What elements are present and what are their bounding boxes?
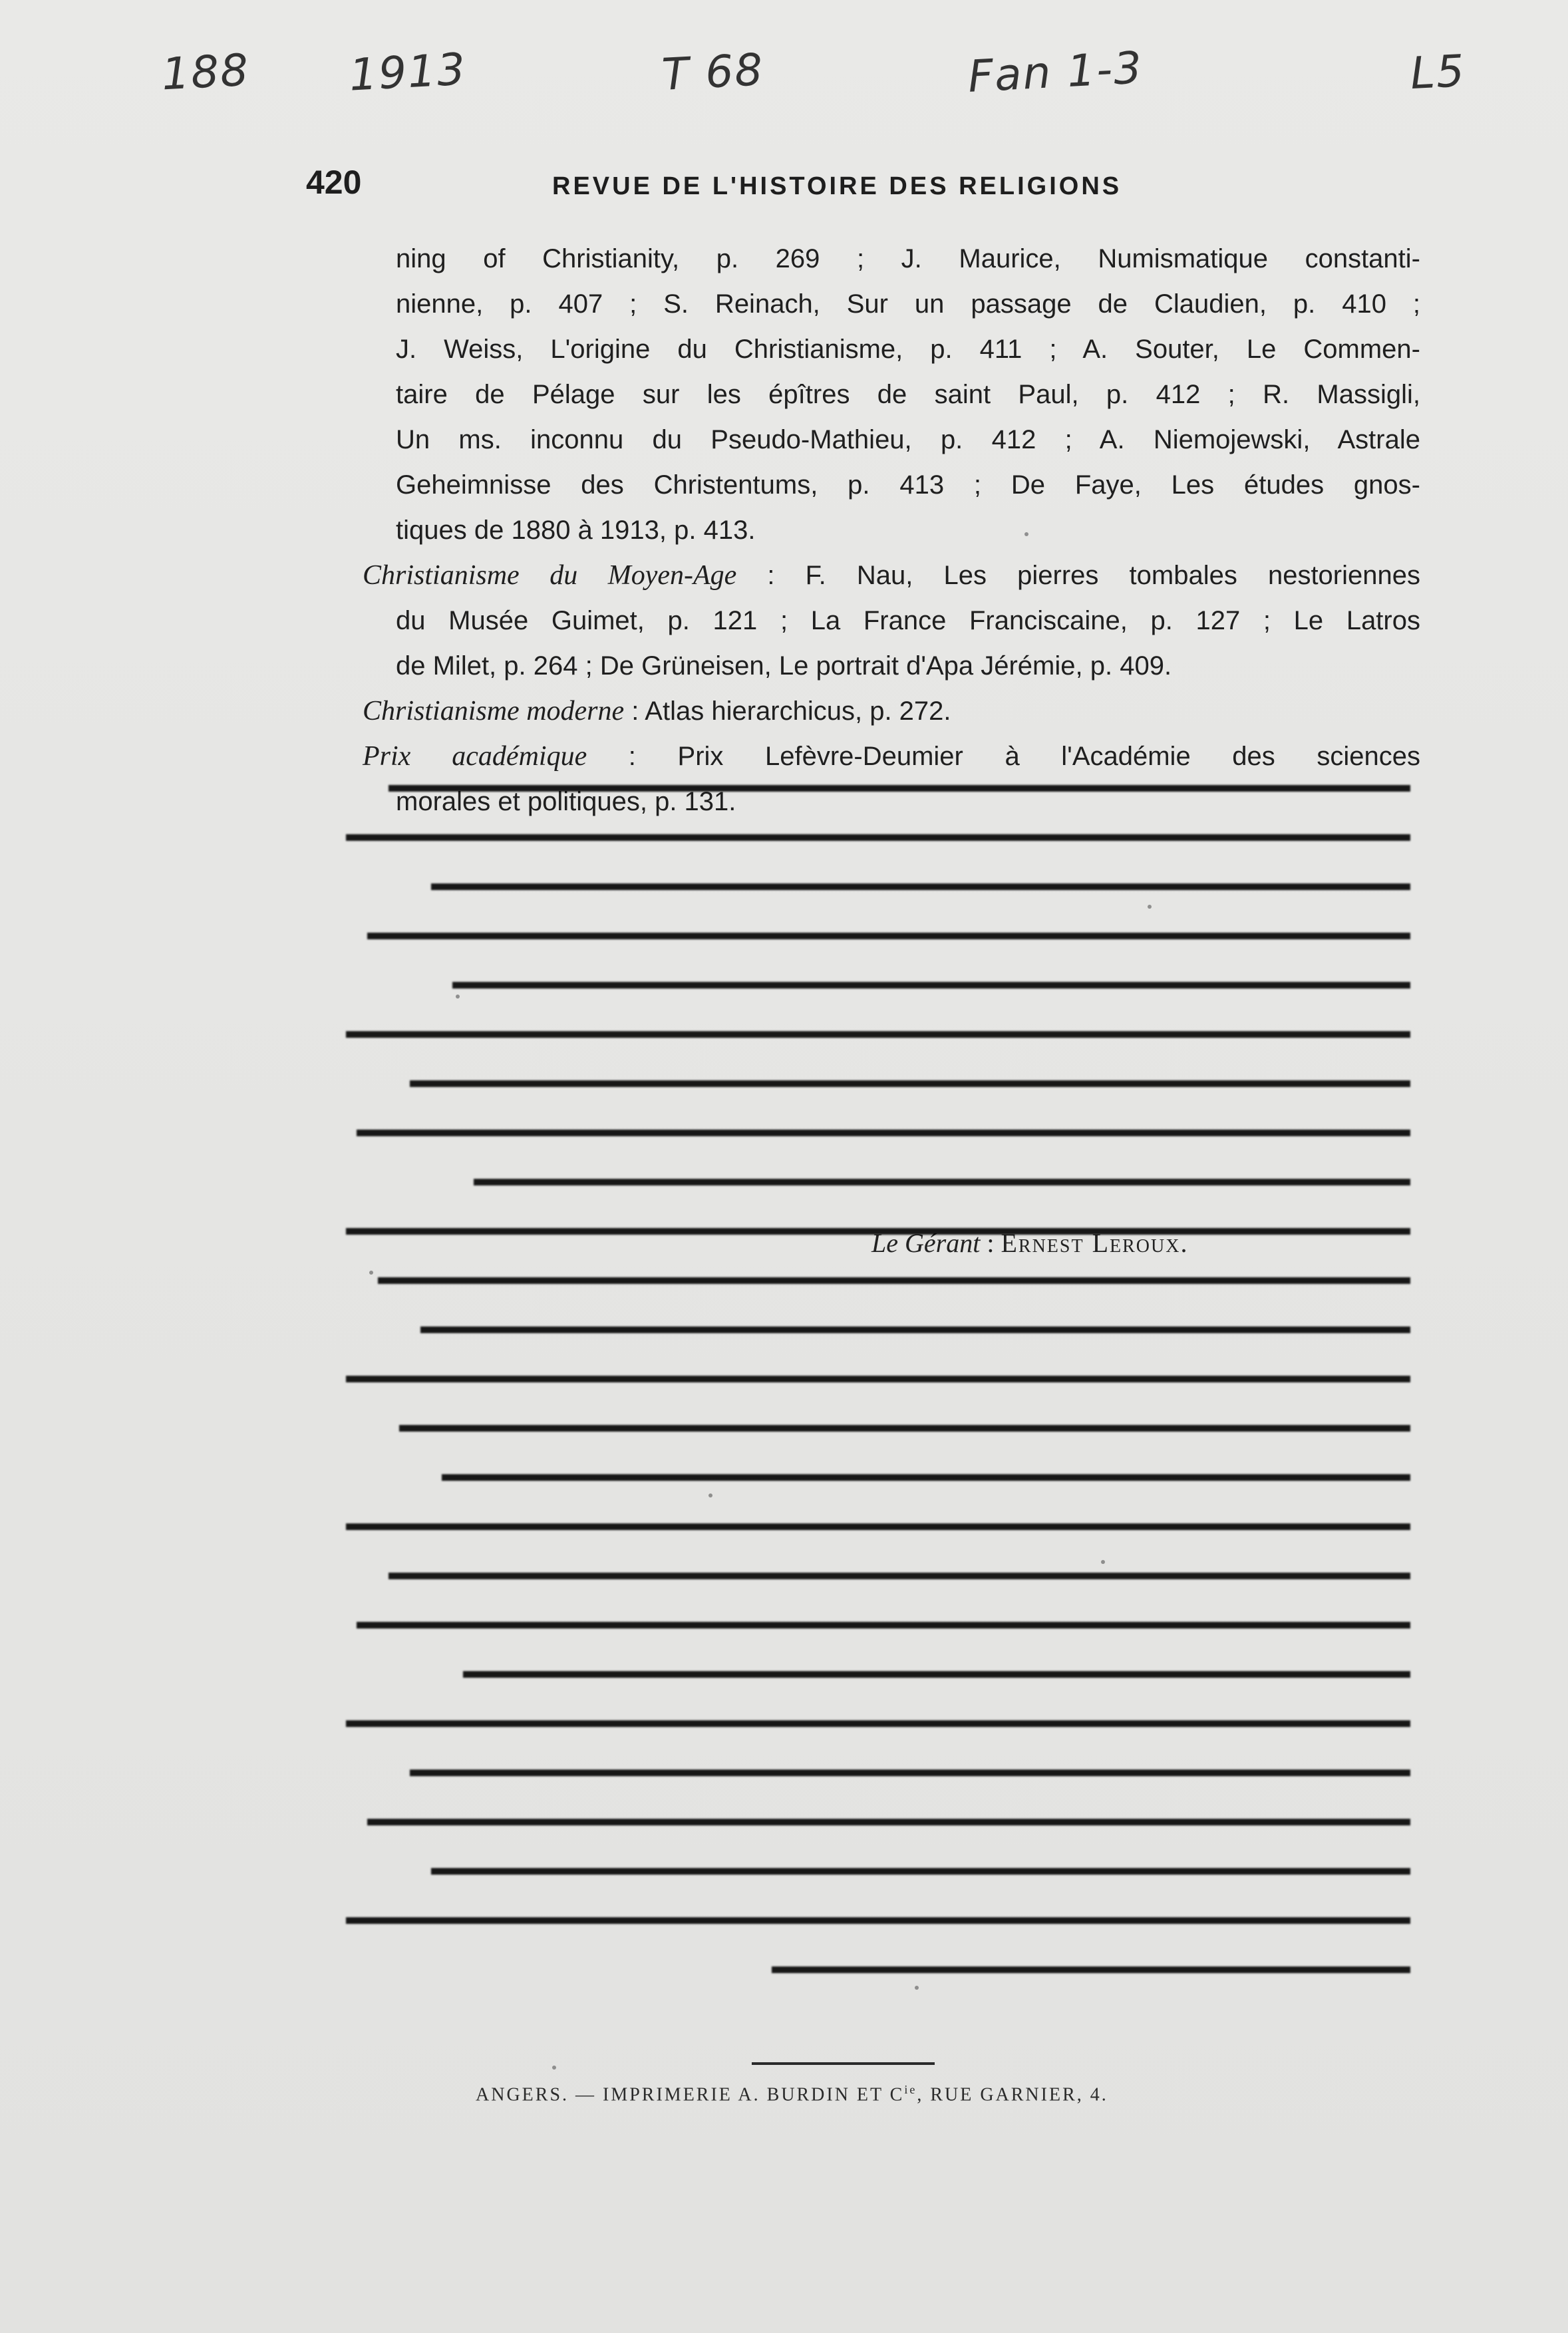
dust-speck <box>456 995 460 999</box>
text-line: Un ms. inconnu du Pseudo-Mathieu, p. 412 ; A. Niemojewski, Astrale <box>396 425 1420 454</box>
handwritten-mark: 1913 <box>348 43 468 101</box>
dust-speck <box>1148 905 1152 909</box>
dust-speck <box>1024 532 1028 536</box>
text-entry <box>363 689 1420 734</box>
dust-speck <box>369 1271 373 1275</box>
running-header <box>306 163 1424 210</box>
journal-title: REVUE DE L'HISTOIRE DES RELIGIONS <box>552 172 1122 200</box>
text-entry <box>396 236 1420 553</box>
printer-imprint <box>476 2083 1108 2105</box>
entry-lead-text: : Prix Lefèvre-Deumier à l'Académie des sciences <box>587 742 1420 771</box>
text-line: Geheimnisse des Christentums, p. 413 ; De Faye, Les études gnos- <box>396 470 1420 500</box>
printer-rule <box>752 2062 935 2065</box>
entry-lead-text: : F. Nau, Les pierres tombales nestoriennes <box>736 561 1420 590</box>
text-line: du Musée Guimet, p. 121 ; La France Franciscaine, p. 127 ; Le Latros <box>396 606 1420 635</box>
imprint-superscript: ie <box>904 2083 917 2096</box>
text-line: J. Weiss, L'origine du Christianisme, p. 411 ; A. Souter, Le Commen- <box>396 335 1420 364</box>
text-entry <box>363 553 1420 689</box>
show-through-texture <box>346 785 1410 2016</box>
text-line: taire de Pélage sur les épîtres de saint Paul, p. 412 ; R. Massigli, <box>396 380 1420 409</box>
body-text <box>363 236 1420 824</box>
signature-role: Le Gérant <box>871 1228 981 1258</box>
entry-lead-line <box>363 689 1420 734</box>
entry-category: Christianisme moderne <box>363 696 625 726</box>
text-line: nienne, p. 407 ; S. Reinach, Sur un passage de Claudien, p. 410 ; <box>396 289 1420 319</box>
signature-separator: : <box>980 1228 1001 1258</box>
signature-name: Ernest Leroux. <box>1001 1228 1189 1258</box>
text-line: tiques de 1880 à 1913, p. 413. <box>396 516 756 545</box>
entry-category: Christianisme du Moyen-Age <box>363 560 737 591</box>
text-line: morales et politiques, p. 131. <box>396 787 736 816</box>
handwritten-mark: T 68 <box>661 44 766 100</box>
dust-speck <box>1101 1560 1105 1564</box>
entry-category: Prix académique <box>363 741 587 772</box>
entry-lead-line <box>363 553 1420 598</box>
text-line: de Milet, p. 264 ; De Grüneisen, Le portrait d'Apa Jérémie, p. 409. <box>396 651 1172 681</box>
dust-speck <box>915 1986 919 1990</box>
text-line: ning of Christianity, p. 269 ; J. Maurice, Numismatique constanti- <box>396 244 1420 273</box>
dust-speck <box>708 1493 712 1497</box>
dust-speck <box>552 2066 556 2070</box>
handwritten-mark: 188 <box>160 44 251 100</box>
entry-lead-line <box>363 734 1420 779</box>
imprint-rest: , RUE GARNIER, 4. <box>917 2084 1108 2105</box>
entry-lead-text: : Atlas hierarchicus, p. 272. <box>624 697 951 726</box>
imprint-text: ANGERS. — IMPRIMERIE A. BURDIN ET C <box>476 2084 905 2105</box>
page-number: 420 <box>306 164 362 201</box>
handwritten-mark: L5 <box>1409 45 1467 100</box>
handwritten-mark: Fan 1-3 <box>967 42 1144 102</box>
